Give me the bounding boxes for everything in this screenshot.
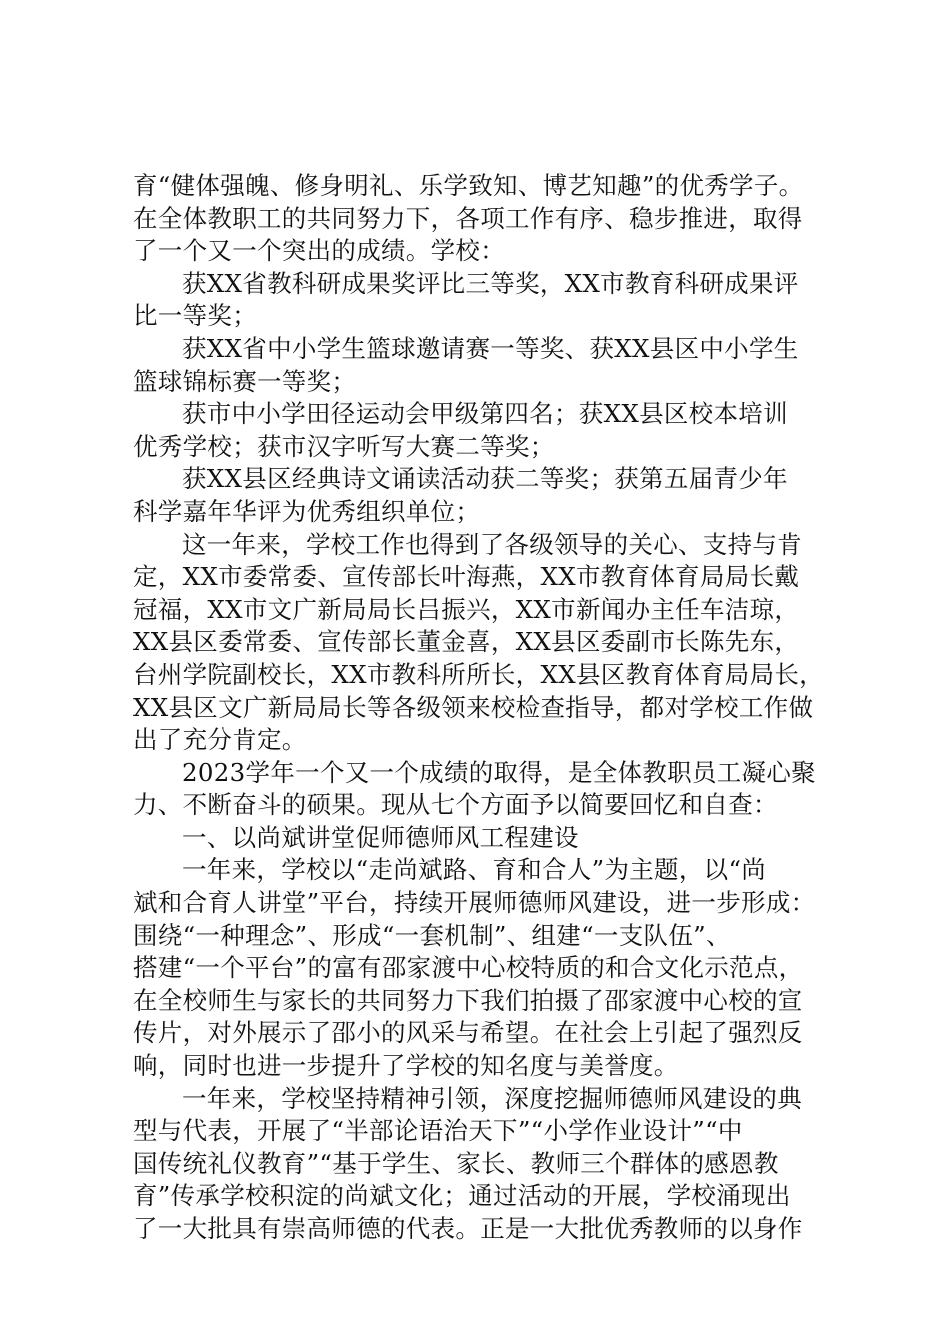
text-line: 搭建“一个平台”的富有邵家渡中心校特质的和合文化示范点， [133,953,804,983]
text-line: 获XX省中小学生篮球邀请赛一等奖、获XX县区中小学生 [182,333,799,363]
text-line: 在全校师生与家长的共同努力下我们拍摄了邵家渡中心校的宣 [133,985,803,1015]
text-line: 篮球锦标赛一等奖； [133,366,357,396]
text-line: 2023学年一个又一个成绩的取得，是全体教职员工凝心聚 [182,757,816,787]
text-line: 育“健体强魄、修身明礼、乐学致知、博艺知趣”的优秀学子。 [133,171,804,200]
text-line: 一年来，学校坚持精神引领，深度挖掘师德师风建设的典 [182,1083,802,1113]
text-line: 比一等奖； [133,301,257,331]
text-line: 优秀学校；获市汉字听写大赛二等奖； [133,431,555,461]
text-line: 定，XX市委常委、宣传部长叶海燕，XX市教育体育局局长戴 [133,562,800,592]
text-line: 育”传承学校积淀的尚斌文化；通过活动的开展，学校涌现出 [133,1181,791,1211]
text-line: 了一个又一个突出的成绩。学校： [133,236,505,266]
text-line: 斌和合育人讲堂”平台，持续开展师德师风建设，进一步形成： [133,888,816,918]
text-line: 型与代表，开展了“半部论语治天下”“小学作业设计”“中 [133,1116,743,1146]
text-line: 获市中小学田径运动会甲级第四名；获XX县区校本培训 [182,399,788,429]
section-heading: 一、以尚斌讲堂促师德师风工程建设 [182,822,579,852]
text-line: 在全体教职工的共同努力下，各项工作有序、稳步推进，取得 [133,203,803,233]
text-line: 力、不断奋斗的硕果。现从七个方面予以简要回忆和自查： [133,790,778,820]
text-line: XX县区委常委、宣传部长董金喜，XX县区委副市长陈先东， [133,627,800,657]
text-line: 出了充分肯定。 [133,725,307,755]
text-line: 这一年来，学校工作也得到了各级领导的关心、支持与肯 [182,529,802,559]
text-line: 冠福，XX市文广新局局长吕振兴，XX市新闻办主任车洁琼， [133,594,800,624]
text-line: 围绕“一种理念”、形成“一套机制”、组建“一支队伍”、 [133,920,731,950]
text-line: 响，同时也进一步提升了学校的知名度与美誉度。 [133,1051,679,1081]
text-line: 台州学院副校长，XX市教科所所长，XX县区教育体育局局长， [133,659,824,689]
text-line: 获XX省教科研成果奖评比三等奖，XX市教育科研成果评 [182,268,799,298]
text-line: 了一大批具有崇高师德的代表。正是一大批优秀教师的以身作 [133,1214,803,1243]
text-line: 一年来，学校以“走尚斌路、育和合人”为主题，以“尚 [182,855,767,885]
text-line: 获XX县区经典诗文诵读活动获二等奖；获第五届青少年 [182,464,788,494]
text-line: 传片，对外展示了邵小的风采与希望。在社会上引起了强烈反 [133,1018,803,1048]
text-line: 国传统礼仪教育”“基于学生、家长、教师三个群体的感恩教 [133,1148,779,1178]
text-line: 科学嘉年华评为优秀组织单位； [133,496,481,526]
document-body [133,170,833,1246]
text-line: XX县区文广新局局长等各级领来校检查指导，都对学校工作做 [133,692,814,722]
